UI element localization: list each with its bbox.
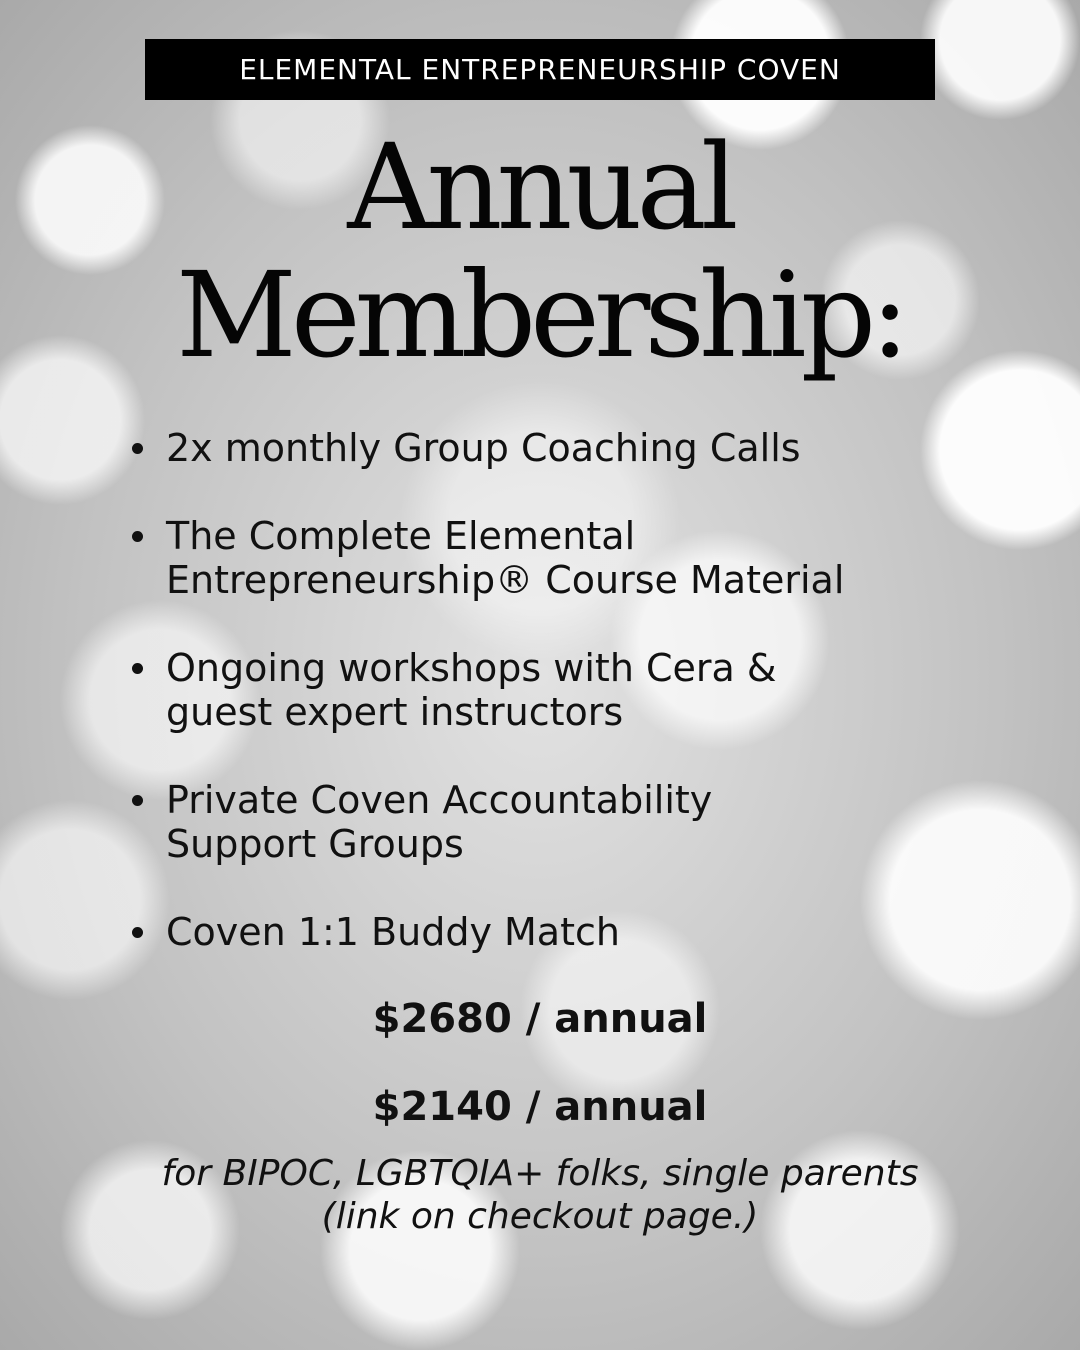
- bullet-icon: [132, 443, 143, 454]
- benefit-text: Private Coven Accountability Support Groups: [166, 778, 713, 866]
- standard-price: $2680 / annual: [372, 996, 708, 1042]
- list-item: [130, 426, 1030, 470]
- benefit-text: Ongoing workshops with Cera & guest expert instructors: [166, 646, 777, 734]
- banner-label: ELEMENTAL ENTREPRENEURSHIP COVEN: [239, 53, 841, 86]
- bullet-icon: [132, 663, 143, 674]
- coven-banner: [145, 39, 935, 100]
- page-title-line-1: Annual: [347, 118, 733, 256]
- benefit-text: The Complete Elemental Entrepreneurship® Course Material: [166, 514, 845, 602]
- discount-eligibility-note: for BIPOC, LGBTQIA+ folks, single parents (link on checkout page.): [161, 1153, 919, 1237]
- bullet-icon: [132, 531, 143, 542]
- page-title-line-2: Membership:: [176, 246, 904, 384]
- list-item: [130, 910, 1030, 954]
- bullet-icon: [132, 927, 143, 938]
- benefit-text: Coven 1:1 Buddy Match: [166, 910, 620, 954]
- benefit-text: 2x monthly Group Coaching Calls: [166, 426, 801, 470]
- list-item: [130, 646, 1030, 734]
- list-item: [130, 778, 1030, 866]
- benefits-list: [130, 426, 1030, 998]
- list-item: [130, 514, 1030, 602]
- bullet-icon: [132, 795, 143, 806]
- discounted-price: $2140 / annual: [372, 1084, 708, 1130]
